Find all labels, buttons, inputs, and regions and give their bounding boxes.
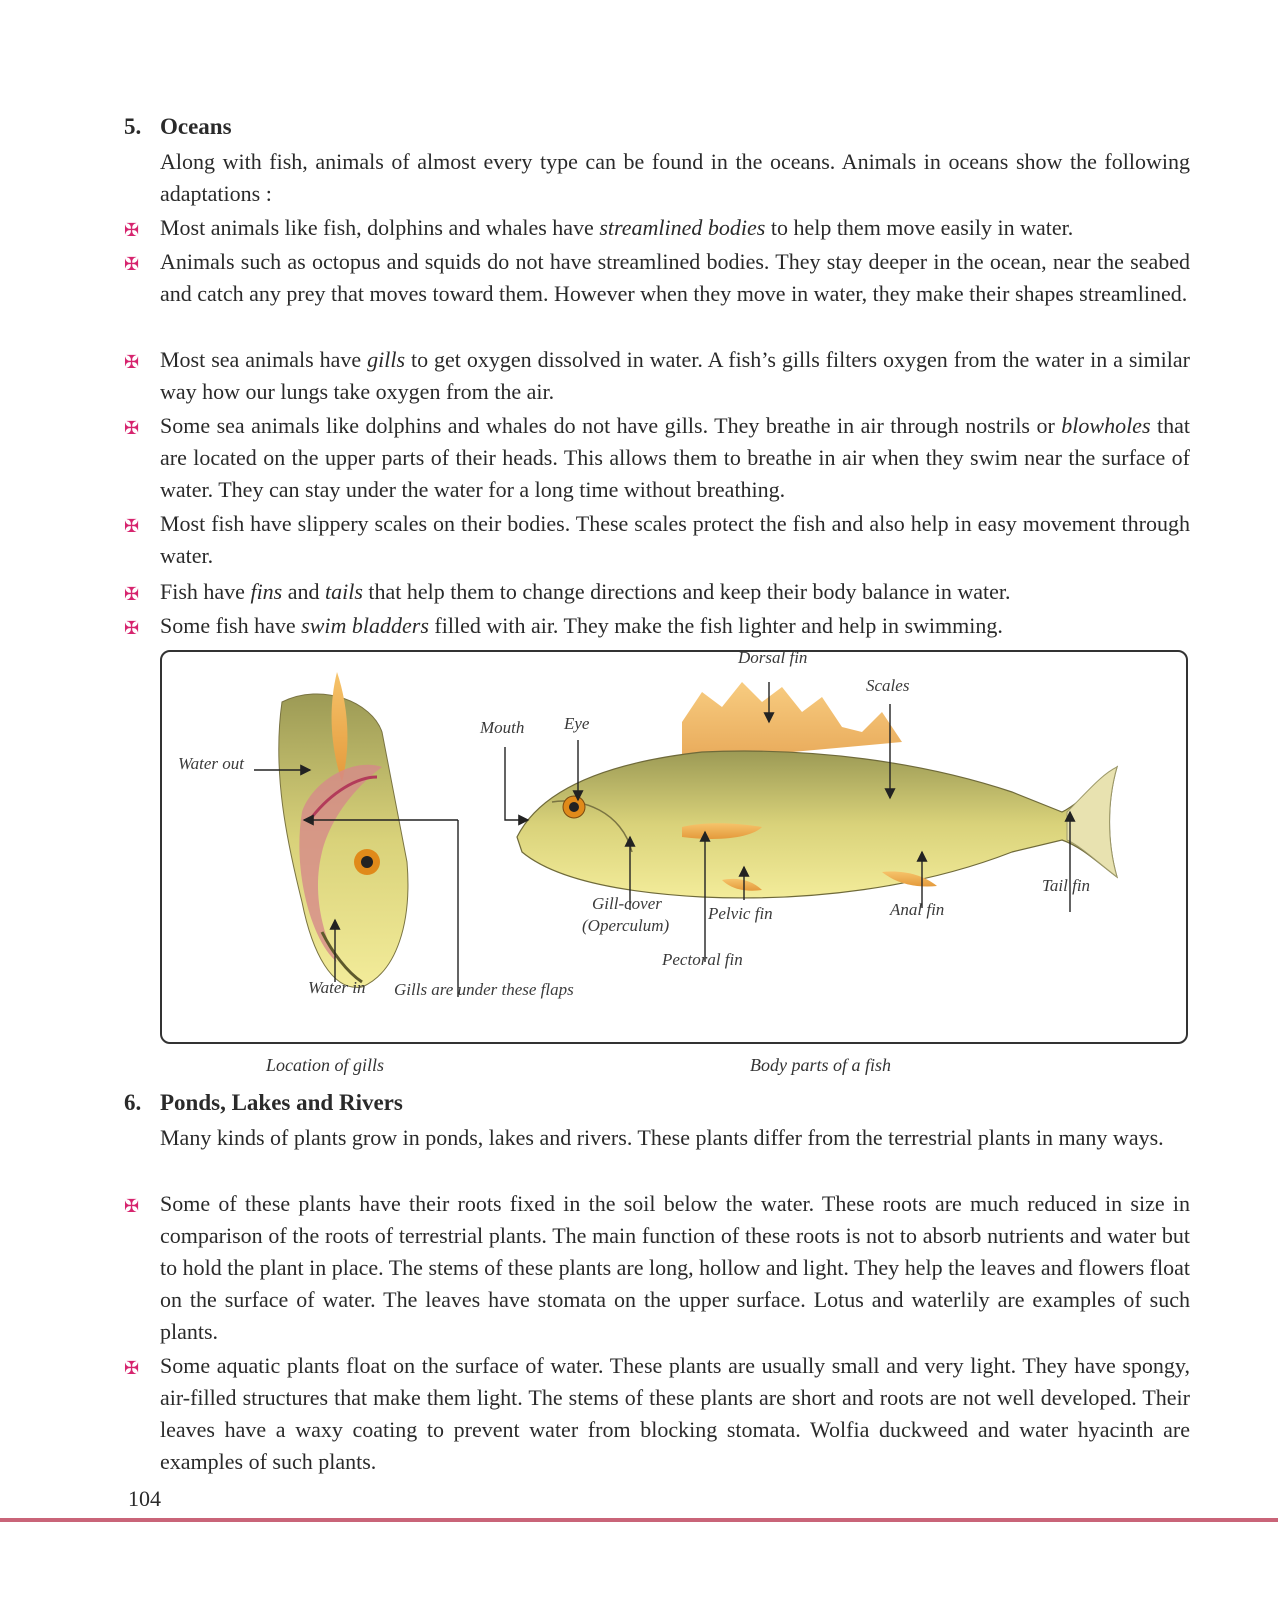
section-heading-ponds: 6. Ponds, Lakes and Rivers: [124, 1090, 403, 1115]
page-number: 104: [128, 1486, 161, 1511]
label-scales: Scales: [866, 676, 910, 695]
list-item: ✠ Animals such as octopus and squids do not have streamlined bodies. They stay deeper in the ocean, near the seabed and catch any prey that moves toward them. However when they move in water, they make their shapes streamlined.: [124, 249, 1190, 306]
bullet-icon: ✠: [124, 516, 140, 536]
list-item: ✠ Some sea animals like dolphins and whales do not have gills. They breathe in air through nostrils or blowholes that are located on the upper parts of their heads. This allows them to breathe in air when they swim near the surface of water. They can stay under the water for a long time without breathing.: [124, 413, 1190, 502]
list-item: ✠ Most sea animals have gills to get oxygen dissolved in water. A fish’s gills filters oxygen from the water in a similar way how our lungs take oxygen from the air.: [124, 347, 1190, 404]
bullet-icon: ✠: [124, 352, 140, 372]
caption-location-of-gills: Location of gills: [266, 1055, 385, 1075]
label-operculum: (Operculum): [582, 916, 670, 935]
caption-body-parts: Body parts of a fish: [750, 1055, 892, 1075]
bullet-icon: ✠: [124, 1358, 140, 1378]
list-item: ✠ Some fish have swim bladders filled with air. They make the fish lighter and help in swimming.: [124, 610, 1190, 642]
section-heading-oceans: 5. Oceans: [124, 114, 232, 139]
list-item: ✠ Most fish have slippery scales on their bodies. These scales protect the fish and also help in easy movement through water.: [124, 511, 1190, 568]
bullet-icon: ✠: [124, 220, 140, 240]
label-anal-fin: Anal fin: [890, 900, 945, 919]
label-gill-cover: Gill-cover: [592, 894, 662, 913]
fish-body-drawing: [517, 682, 1117, 898]
label-mouth: Mouth: [480, 718, 525, 737]
label-water-in: Water in: [308, 978, 366, 997]
oceans-intro: Along with fish, animals of almost every type can be found in the oceans. Animals in oceans show the following adaptations :: [160, 149, 1190, 206]
list-item: ✠ Most animals like fish, dolphins and whales have streamlined bodies to help them move easily in water.: [124, 212, 1190, 244]
bottom-rule: [0, 1518, 1278, 1522]
label-gills-flaps: Gills are under these flaps: [394, 980, 574, 999]
bullet-icon: ✠: [124, 618, 140, 638]
label-pectoral-fin: Pectoral fin: [662, 950, 743, 969]
label-tail-fin: Tail fin: [1042, 876, 1091, 895]
label-eye: Eye: [564, 714, 590, 733]
list-item: ✠ Some aquatic plants float on the surface of water. These plants are usually small and very light. They have spongy, air-filled structures that make them light. The stems of these plants are short and roots are not well developed. Their leaves have a waxy coating to prevent water from blocking stomata. Wolfia duckweed and water hyacinth are examples of such plants.: [124, 1353, 1190, 1474]
list-item: ✠ Some of these plants have their roots fixed in the soil below the water. These roots are much reduced in size in comparison of the roots of terrestrial plants. The main function of these roots is not to absorb nutrients and water but to hold the plant in place. The stems of these plants are long, hollow and light. They help the leaves and flowers float on the surface of water. The leaves have stomata on the upper surface. Lotus and waterlily are examples of such plants.: [124, 1191, 1190, 1344]
label-dorsal-fin: Dorsal fin: [738, 648, 808, 667]
bullet-icon: ✠: [124, 1196, 140, 1216]
list-item: ✠ Fish have fins and tails that help them to change directions and keep their body balance in water.: [124, 576, 1190, 608]
ponds-intro: Many kinds of plants grow in ponds, lakes and rivers. These plants differ from the terrestrial plants in many ways.: [160, 1125, 1164, 1150]
bullet-icon: ✠: [124, 254, 140, 274]
gill-head-drawing: [279, 672, 408, 987]
fish-figure: [160, 650, 1188, 1044]
label-pelvic-fin: Pelvic fin: [708, 904, 773, 923]
label-water-out: Water out: [178, 754, 244, 773]
bullet-icon: ✠: [124, 584, 140, 604]
bullet-icon: ✠: [124, 418, 140, 438]
